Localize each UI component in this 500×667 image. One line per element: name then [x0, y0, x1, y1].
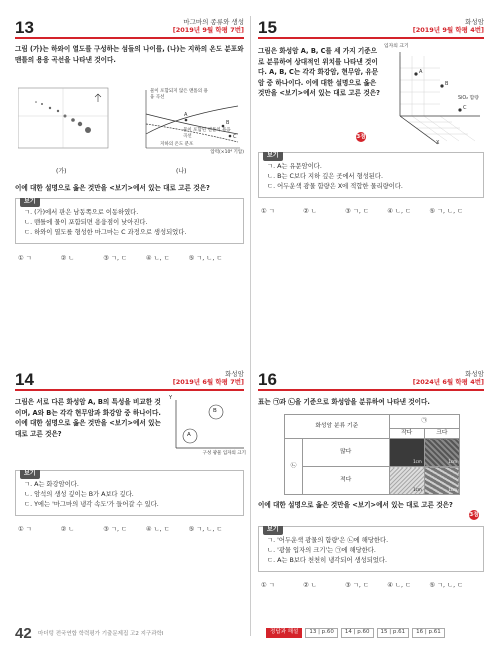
column-divider	[250, 16, 251, 636]
answer-tag: 정답과 해설	[266, 628, 302, 638]
bogi-item: ㄴ. 암석의 생성 깊이는 B가 A보다 깊다.	[24, 490, 134, 498]
choice-5[interactable]: ⑤ ㄱ, ㄴ, ㄷ	[429, 582, 464, 589]
question-number-16: 16	[258, 370, 277, 389]
choice-3[interactable]: ③ ㄱ, ㄷ	[345, 582, 369, 589]
col-large: 크다	[424, 429, 459, 439]
choice-4[interactable]: ④ ㄴ, ㄷ	[387, 208, 412, 215]
fig14-ylabel: Y	[169, 395, 173, 401]
choice-4[interactable]: ④ ㄴ, ㄷ	[387, 582, 412, 589]
choices-14	[18, 525, 244, 534]
score-badge: 3점	[469, 512, 479, 518]
answer-link[interactable]: 14 | p.60	[341, 628, 374, 638]
choices-16	[261, 581, 484, 590]
bogi-item: ㄱ. '어두운색 광물의 함량'은 ㉡에 해당한다.	[267, 537, 389, 544]
source-16: [2024년 6월 학평 4번]	[412, 378, 484, 386]
choice-2[interactable]: ② ㄴ	[303, 582, 317, 589]
topic-15: 화성암	[465, 18, 484, 26]
answer-link[interactable]: 16 | p.61	[412, 628, 445, 638]
fig13b-caption: (나)	[176, 168, 187, 175]
svg-text:C: C	[463, 105, 467, 111]
fig13a-caption: (가)	[56, 168, 67, 175]
answer-link[interactable]: 15 | p.61	[377, 628, 410, 638]
svg-text:A: A	[184, 112, 188, 118]
header-rule-16	[258, 389, 484, 391]
bogi-item: ㄷ. 어두운색 광물 함량은 X에 적합한 물리량이다.	[267, 182, 403, 190]
scale-label: 1cm	[448, 459, 457, 465]
choice-3[interactable]: ③ ㄱ, ㄷ	[345, 208, 369, 215]
bogi-item: ㄱ. A는 화강암이다.	[24, 481, 79, 488]
bogi-item: ㄷ. Y에는 '마그마의 냉각 속도'가 들어갈 수 있다.	[24, 500, 159, 508]
stem-15: 그림은 화성암 A, B, C를 세 가지 기준으로 분류하여 상대적인 위치를 나타낸 것이다. A, B, C는 각각 화강암, 현무암, 유문암 중 하나이다. 이에 대한 설명으로 옳은 것만을 <보기>에서 있는 대로 고른 것은?	[258, 47, 380, 98]
fig14-xlabel: 구성 광물 입자의 크기	[202, 451, 246, 456]
bogi-label: 보기	[263, 152, 283, 161]
row-many: 많다	[303, 439, 390, 467]
bogi-label: 보기	[20, 198, 40, 207]
fig15-sio2-label: SiO₂ 함량	[458, 96, 479, 101]
choice-5[interactable]: ⑤ ㄱ, ㄴ, ㄷ	[188, 526, 223, 533]
topic-16: 화성암	[465, 370, 484, 378]
choice-1[interactable]: ① ㄱ	[261, 582, 275, 589]
source-14: [2019년 6월 학평 7번]	[172, 378, 244, 386]
choices-15	[261, 207, 484, 216]
bogi-label: 보기	[20, 470, 40, 479]
rock-image	[389, 439, 424, 467]
row-few: 적다	[303, 467, 390, 495]
header-rule-13	[15, 37, 244, 39]
choice-3[interactable]: ③ ㄱ, ㄷ	[103, 255, 128, 262]
choice-3[interactable]: ③ ㄱ, ㄷ	[103, 526, 128, 533]
bogi-item: ㄴ. 맨틀에 물이 포함되면 용융점이 낮아진다.	[24, 218, 148, 226]
score-badge: 3점	[356, 134, 366, 140]
fig13b-label3: 지하의 온도 분포	[160, 142, 194, 147]
figure-14	[168, 396, 246, 458]
choices-13	[18, 254, 244, 263]
svg-text:A: A	[419, 69, 423, 75]
answer-nav	[266, 628, 445, 638]
svg-text:B: B	[445, 81, 449, 87]
col-small: 작다	[389, 429, 424, 439]
fig15-xlabel: X	[436, 140, 440, 146]
bogi-item: ㄷ. A는 B보다 천천히 냉각되어 생성되었다.	[267, 556, 387, 564]
question-number-15: 15	[258, 18, 277, 37]
answer-link[interactable]: 13 | p.60	[305, 628, 338, 638]
source-15: [2019년 9월 학평 4번]	[412, 26, 484, 34]
topic-13: 마그마의 종류와 생성	[183, 18, 244, 26]
fig13b-xaxis: 압력(×10⁴ 기압)	[210, 150, 244, 155]
bogi-box-16	[258, 526, 484, 572]
question-number-14: 14	[15, 370, 34, 389]
fig13b-label2: 물이 포함된 맨틀의 용융 곡선	[183, 128, 231, 139]
choice-5[interactable]: ⑤ ㄱ, ㄴ, ㄷ	[429, 208, 464, 215]
question-16: 이에 대한 설명으로 옳은 것만을 <보기>에서 있는 대로 고른 것은?	[258, 501, 453, 509]
choice-4[interactable]: ④ ㄴ, ㄷ	[145, 255, 170, 262]
fig14-point-a: A	[187, 432, 191, 438]
row-group: ㉡	[285, 439, 303, 495]
header-rule-15	[258, 37, 484, 39]
choice-2[interactable]: ② ㄴ	[303, 208, 317, 215]
bogi-item: ㄱ. (가)에서 판은 남동쪽으로 이동하였다.	[24, 209, 139, 216]
rock-image	[424, 467, 459, 495]
svg-text:B: B	[226, 120, 230, 126]
fig15-ylabel: 입자의 크기	[384, 44, 409, 49]
page-number: 42	[15, 625, 32, 642]
question-number-13: 13	[15, 18, 34, 37]
stem-16: 표는 ㉠과 ㉡을 기준으로 화성암을 분류하여 나타낸 것이다.	[258, 398, 430, 406]
bogi-item: ㄴ. '광물 입자의 크기'는 ㉠에 해당한다.	[267, 546, 376, 554]
choice-1[interactable]: ① ㄱ	[18, 255, 32, 262]
choice-1[interactable]: ① ㄱ	[18, 526, 32, 533]
choice-5[interactable]: ⑤ ㄱ, ㄴ, ㄷ	[188, 255, 223, 262]
col-group: ㉠	[389, 415, 459, 429]
source-13: [2019년 9월 학평 7번]	[172, 26, 244, 34]
bogi-box-15	[258, 152, 484, 198]
choice-2[interactable]: ② ㄴ	[60, 526, 75, 533]
rock-image	[389, 467, 424, 495]
header-rule-14	[15, 389, 244, 391]
bogi-label: 보기	[263, 526, 283, 535]
scale-label: 1cm	[448, 487, 457, 493]
topic-14: 화성암	[225, 370, 244, 378]
bogi-item: ㄱ. A는 유문암이다.	[267, 163, 322, 170]
scale-label: 1cm	[413, 487, 422, 493]
stem-13: 그림 (가)는 하와이 열도를 구성하는 섬들의 나이를, (나)는 지하의 온도 분포와 맨틀의 용융 곡선을 나타낸 것이다.	[15, 45, 244, 64]
table-head: 화성암 분류 기준	[285, 415, 390, 439]
choice-1[interactable]: ① ㄱ	[261, 208, 275, 215]
choice-4[interactable]: ④ ㄴ, ㄷ	[145, 526, 170, 533]
stem-14: 그림은 서로 다른 화성암 A, B의 특성을 비교한 것이며, A와 B는 각각 현무암과 화강암 중 하나이다. 이에 대한 설명으로 옳은 것만을 <보기>에서 있는 대로 고른 것은?	[15, 398, 161, 438]
rock-table	[284, 414, 460, 495]
rock-image	[424, 439, 459, 467]
fig14-point-b: B	[213, 408, 217, 414]
fig13b-label1: 물이 포함되지 않은 맨틀의 용융 곡선	[150, 89, 208, 100]
svg-text:C: C	[233, 134, 237, 140]
bogi-box-13	[15, 198, 244, 244]
book-title: 마더텅 전국연합 학력평가 기출문제집 고2 지구과학Ⅰ	[38, 631, 164, 637]
bogi-item: ㄷ. 하와이 열도를 형성한 마그마는 C 과정으로 생성되었다.	[24, 228, 187, 236]
choice-2[interactable]: ② ㄴ	[60, 255, 75, 262]
bogi-item: ㄴ. B는 C보다 지하 깊은 곳에서 형성된다.	[267, 172, 383, 180]
bogi-box-14	[15, 470, 244, 516]
scale-label: 1cm	[413, 459, 422, 465]
question-13: 이에 대한 설명으로 옳은 것만을 <보기>에서 있는 대로 고른 것은?	[15, 184, 210, 192]
